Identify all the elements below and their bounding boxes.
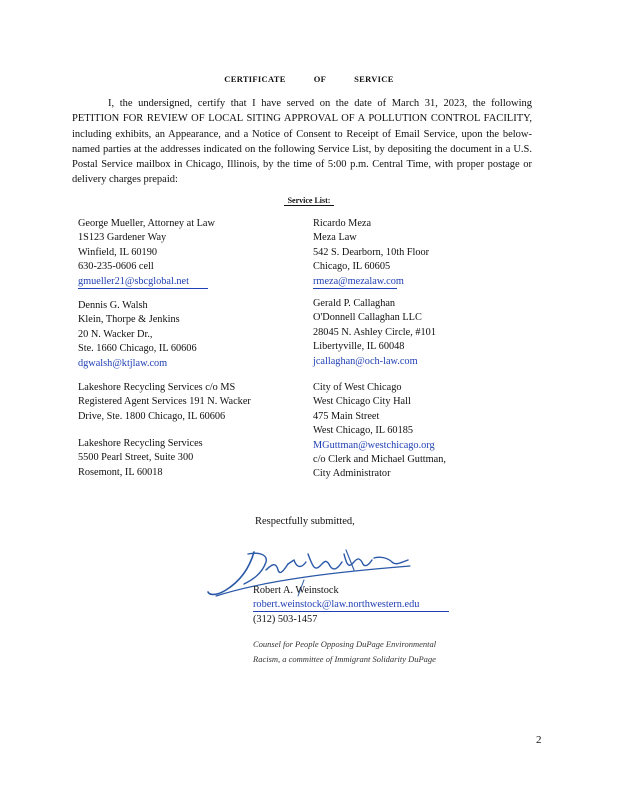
party-line: City of West Chicago <box>313 382 402 393</box>
service-party-lakeshore <box>78 437 288 480</box>
party-line: Lakeshore Recycling Services c/o MS <box>78 382 236 393</box>
party-line: Meza Law <box>313 232 357 244</box>
party-email-link[interactable]: gmueller21@sbcglobal.net <box>78 276 208 289</box>
service-party-callaghan <box>313 297 553 369</box>
party-email-link[interactable]: rmeza@mezalaw.com <box>313 275 404 287</box>
party-line: Lakeshore Recycling Services <box>78 438 203 449</box>
party-line: City Administrator <box>313 468 391 480</box>
page-number: 2 <box>536 734 542 746</box>
counsel-designation <box>253 637 436 666</box>
signer-email-link[interactable]: robert.weinstock@law.northwestern.edu <box>253 599 449 612</box>
party-line: Dennis G. Walsh <box>78 300 148 311</box>
party-line: Gerald P. Callaghan <box>313 298 396 309</box>
party-email-link[interactable]: dgwalsh@ktjlaw.com <box>78 357 168 369</box>
party-line: c/o Clerk and Michael Guttman, <box>313 454 446 466</box>
counsel-line: Racism, a committee of Immigrant Solidarity DuPage <box>253 653 436 664</box>
party-line: Libertyville, IL 60048 <box>313 341 405 353</box>
title-word: CERTIFICATE <box>224 74 286 84</box>
service-party-west-chicago <box>313 381 553 482</box>
certification-paragraph: I, the undersigned, certify that I have served on the date of March 31, 2023, the following PETITION FOR REVIEW OF LOCAL SITING APPROVAL OF A POLLUTION CONTROL FACILITY, including exhibits, an Appearance, and a Notice of Consent to Receipt of Email Service, upon the below-named parties at the addresses indicated on the following Service List, by depositing the document in a U.S. Postal Service mailbox in Chicago, Illinois, by the time of 5:00 p.m. Central Time, with proper postage or delivery charges prepaid: <box>72 98 532 186</box>
party-line: Registered Agent Services 191 N. Wacker <box>78 396 251 408</box>
title-word: SERVICE <box>354 74 394 84</box>
signer-phone: (312) 503-1457 <box>253 613 318 625</box>
party-line: Ricardo Meza <box>313 218 372 229</box>
counsel-line: Counsel for People Opposing DuPage Environmental <box>253 639 437 649</box>
service-party-walsh <box>78 299 288 371</box>
party-line: George Mueller, Attorney at Law <box>78 218 215 229</box>
party-line: O'Donnell Callaghan LLC <box>313 312 422 324</box>
party-line: 5500 Pearl Street, Suite 300 <box>78 452 194 464</box>
party-email-link[interactable]: MGuttman@westchicago.org <box>313 439 435 451</box>
service-party-mueller <box>78 217 288 289</box>
service-list-heading <box>0 196 618 205</box>
party-line: West Chicago City Hall <box>313 396 411 408</box>
service-party-meza <box>313 217 553 289</box>
party-line: Drive, Ste. 1800 Chicago, IL 60606 <box>78 410 226 422</box>
party-email-link[interactable]: jcallaghan@och-law.com <box>313 355 418 367</box>
document-title <box>0 74 618 84</box>
party-line: Chicago, IL 60605 <box>313 261 391 273</box>
party-line: West Chicago, IL 60185 <box>313 425 414 437</box>
party-line: 542 S. Dearborn, 10th Floor <box>313 246 430 258</box>
title-word: OF <box>313 74 327 84</box>
party-line: Ste. 1660 Chicago, IL 60606 <box>78 343 197 355</box>
closing-text: Respectfully submitted, <box>255 516 355 527</box>
service-list-heading-text: Service List: <box>284 196 335 206</box>
party-line: 475 Main Street <box>313 410 380 422</box>
signer-name: Robert A. Weinstock <box>253 585 339 596</box>
party-line: 20 N. Wacker Dr., <box>78 328 153 340</box>
party-line: 1S123 Gardener Way <box>78 232 167 244</box>
party-line: 28045 N. Ashley Circle, #101 <box>313 326 436 338</box>
party-line: Winfield, IL 60190 <box>78 246 157 258</box>
signature-block <box>253 584 449 627</box>
service-party-lakeshore-agent <box>78 381 288 424</box>
party-line: Klein, Thorpe & Jenkins <box>78 314 180 326</box>
party-line: Rosemont, IL 60018 <box>78 466 163 478</box>
party-line: 630-235-0606 cell <box>78 261 154 273</box>
